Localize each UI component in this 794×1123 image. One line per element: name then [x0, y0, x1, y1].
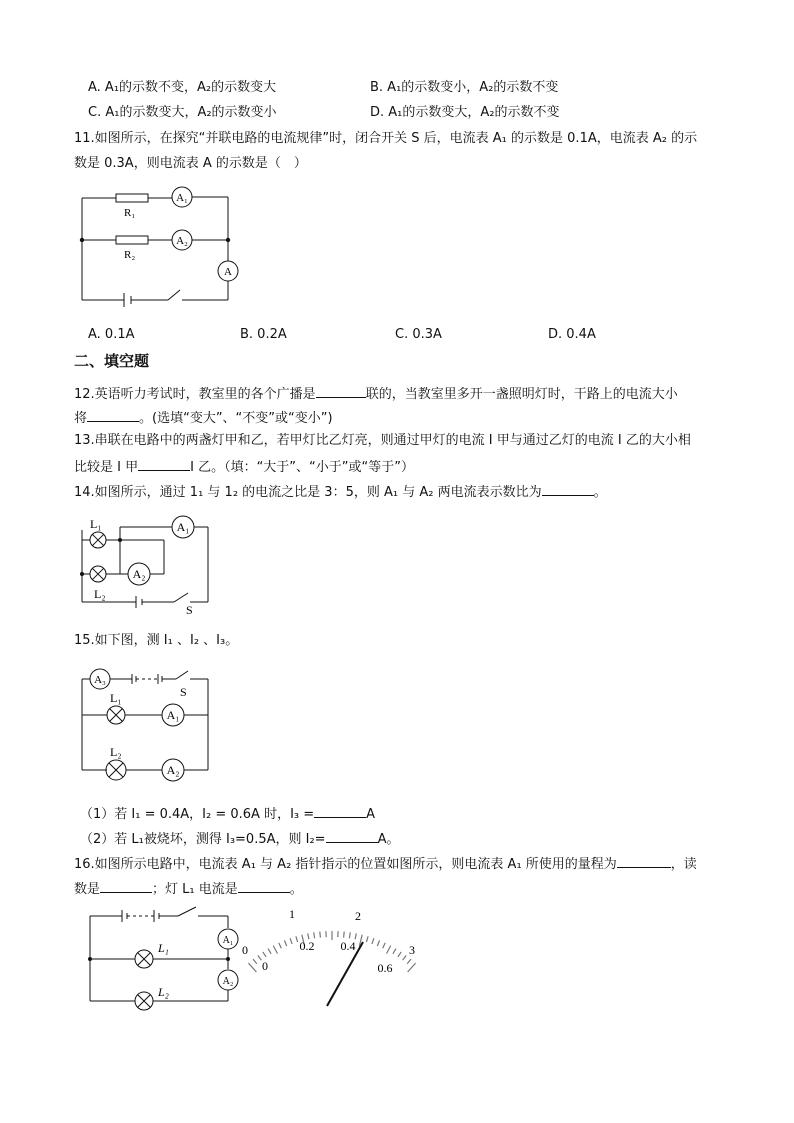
- q10-option-c: C. A₁的示数变大，A₂的示数变小: [88, 105, 277, 120]
- switch-symbol: [176, 671, 188, 679]
- q11-stem-line2: 数是 0.3A，则电流表 A 的示数是（ ）: [74, 156, 307, 171]
- dial-outer-label-1: 1: [289, 907, 295, 921]
- label-l1: L₁: [158, 941, 169, 955]
- label-l1: L₁: [110, 691, 122, 705]
- label-l2: L₂: [94, 587, 106, 601]
- q16-stem-line1: 16.如图所示电路中，电流表 A₁ 与 A₂ 指针指示的位置如图所示，则电流表 A₁ 所使用的量程为 ，读: [74, 854, 697, 874]
- switch-symbol: [168, 290, 180, 300]
- label-a1: A₁: [176, 192, 188, 204]
- resistor-r1: [116, 194, 148, 202]
- q10-option-b: B. A₁的示数变小，A₂的示数不变: [370, 80, 559, 95]
- dial-tick: [248, 963, 256, 972]
- dial-tick: [314, 932, 315, 938]
- q10-option-d: D. A₁的示数变大，A₂的示数不变: [370, 105, 560, 120]
- label-s: S: [186, 603, 193, 617]
- dial-tick: [253, 959, 257, 964]
- label-l1: L₁: [90, 517, 102, 531]
- dial-tick: [263, 952, 266, 957]
- dial-inner-label-0-4: 0.4: [340, 939, 356, 953]
- switch-symbol: [174, 593, 188, 602]
- dial-outer-label-3: 3: [409, 943, 415, 957]
- dial-tick: [408, 963, 416, 972]
- dial-outer-label-0: 0: [242, 943, 248, 957]
- label-a1: A₁: [222, 935, 234, 946]
- label-a2: A₂: [176, 235, 188, 247]
- label-a1: A₁: [166, 708, 180, 722]
- dial-tick: [366, 936, 368, 942]
- label-a1: A₁: [176, 520, 190, 534]
- dial-inner-label-0-2: 0.2: [299, 939, 315, 953]
- label-a: A: [224, 266, 232, 278]
- dial-tick: [320, 932, 321, 938]
- dial-tick: [290, 938, 292, 944]
- q11-option-b: B. 0.2A: [240, 327, 287, 342]
- answer-blank[interactable]: [316, 384, 366, 398]
- answer-blank[interactable]: [617, 854, 671, 868]
- dial-tick: [268, 949, 271, 954]
- dial-tick: [407, 959, 411, 964]
- label-l2: L₂: [110, 745, 122, 759]
- q11-circuit-diagram: [76, 180, 241, 310]
- dial-outer-label-2: 2: [355, 909, 361, 923]
- q13-stem-line1: 13.串联在电路中的两盏灯甲和乙，若甲灯比乙灯亮，则通过甲灯的电流 I 甲与通过乙灯的电流 I 乙的大小相: [74, 433, 691, 448]
- dial-tick: [383, 943, 386, 948]
- label-r2: R₂: [124, 249, 136, 261]
- ammeter-dial: [240, 906, 430, 1016]
- dial-tick: [403, 955, 407, 960]
- dial-tick: [387, 946, 391, 954]
- dial-tick: [279, 943, 282, 948]
- q15-circuit-diagram: [76, 662, 216, 777]
- dial-tick: [393, 949, 396, 954]
- dial-tick: [284, 940, 286, 946]
- dial-tick: [372, 938, 374, 944]
- answer-blank[interactable]: [138, 457, 190, 471]
- section-heading-fill-in: 二、填空题: [74, 352, 150, 370]
- answer-blank[interactable]: [87, 408, 139, 422]
- q12-stem-line2: 将 。(选填“变大”、“不变”或“变小”): [74, 408, 333, 428]
- answer-blank[interactable]: [100, 879, 152, 893]
- resistor-r2: [116, 236, 148, 244]
- dial-tick: [398, 952, 401, 957]
- q16-circuit-diagram: [84, 904, 244, 1014]
- q15-sub2: （2）若 L₁被烧坏，测得 I₃=0.5A，则 I₂= A。: [80, 829, 399, 849]
- q11-option-a: A. 0.1A: [88, 327, 135, 342]
- answer-blank[interactable]: [314, 804, 366, 818]
- q13-stem-line2: 比较是 I 甲 I 乙。（填：“大于”、“小于”或“等于”）: [74, 457, 414, 477]
- q14-stem: 14.如图所示，通过 1₁ 与 1₂ 的电流之比是 3：5，则 A₁ 与 A₂ 两电流表示数比为 。: [74, 482, 607, 502]
- dial-tick: [258, 955, 262, 960]
- q15-stem: 15.如下图，测 I₁ 、I₂ 、I₃。: [74, 633, 239, 648]
- dial-tick: [296, 936, 298, 942]
- q11-stem-line1: 11.如图所示，在探究“并联电路的电流规律”时，闭合开关 S 后，电流表 A₁ 的示数是 0.1A，电流表 A₂ 的示: [74, 131, 698, 146]
- dial-inner-label-0-6: 0.6: [377, 961, 393, 975]
- dial-tick: [273, 946, 277, 954]
- label-a2: A₂: [166, 763, 180, 777]
- label-a2: A₂: [132, 567, 146, 581]
- q11-option-c: C. 0.3A: [395, 327, 442, 342]
- q11-option-d: D. 0.4A: [548, 327, 596, 342]
- label-s: S: [180, 685, 187, 699]
- label-a3: A₃: [94, 674, 106, 686]
- answer-blank[interactable]: [326, 829, 378, 843]
- dial-tick: [344, 932, 345, 938]
- q16-stem-line2: 数是 ；灯 L₁ 电流是 。: [74, 879, 303, 899]
- dial-tick: [349, 932, 350, 938]
- answer-blank[interactable]: [542, 482, 594, 496]
- answer-blank[interactable]: [238, 879, 290, 893]
- label-a2: A₂: [222, 976, 234, 987]
- dial-inner-label-0: 0: [262, 959, 268, 973]
- label-l2: L₂: [158, 985, 169, 999]
- switch-symbol: [178, 907, 196, 916]
- dial-tick: [377, 940, 379, 946]
- q14-circuit-diagram: [76, 510, 216, 620]
- q12-stem-line1: 12.英语听力考试时，教室里的各个广播是 联的，当教室里多开一盏照明灯时，干路上的电流大小: [74, 384, 678, 404]
- label-r1: R₁: [124, 207, 136, 219]
- q10-option-a: A. A₁的示数不变，A₂的示数变大: [88, 80, 277, 95]
- q15-sub1: （1）若 I₁ = 0.4A，I₂ = 0.6A 时，I₃ = A: [80, 804, 375, 824]
